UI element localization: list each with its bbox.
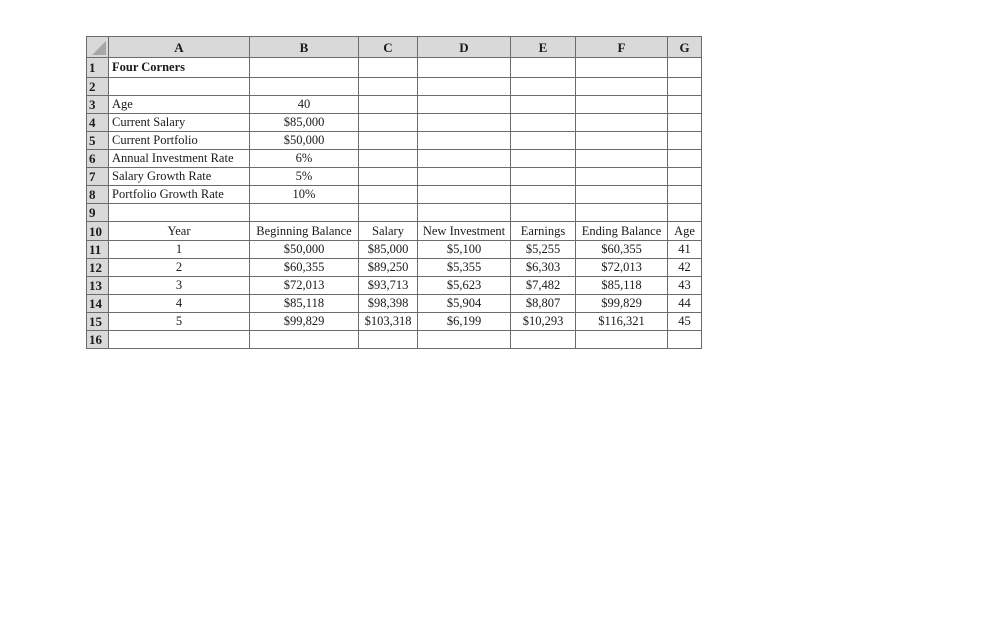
- cell-e4[interactable]: [511, 114, 576, 132]
- cell-a2[interactable]: [109, 78, 250, 96]
- cell-c7[interactable]: [359, 168, 418, 186]
- cell-g2[interactable]: [668, 78, 702, 96]
- cell-a16[interactable]: [109, 331, 250, 349]
- column-header-e[interactable]: E: [511, 37, 576, 58]
- cell-c16[interactable]: [359, 331, 418, 349]
- cell-b7[interactable]: 5%: [250, 168, 359, 186]
- cell-c2[interactable]: [359, 78, 418, 96]
- cell-b2[interactable]: [250, 78, 359, 96]
- sheet-row-7: [87, 168, 702, 186]
- cell-b13[interactable]: $72,013: [250, 277, 359, 295]
- cell-b11[interactable]: $50,000: [250, 241, 359, 259]
- cell-a15[interactable]: 5: [109, 313, 250, 331]
- cell-d15[interactable]: $6,199: [418, 313, 511, 331]
- cell-f3[interactable]: [576, 96, 668, 114]
- cell-b12[interactable]: $60,355: [250, 259, 359, 277]
- cell-c3[interactable]: [359, 96, 418, 114]
- cell-g6[interactable]: [668, 150, 702, 168]
- cell-f16[interactable]: [576, 331, 668, 349]
- cell-c14[interactable]: $98,398: [359, 295, 418, 313]
- cell-e12[interactable]: $6,303: [511, 259, 576, 277]
- cell-g1[interactable]: [668, 58, 702, 78]
- row-header-9[interactable]: 9: [87, 204, 109, 222]
- cell-d5[interactable]: [418, 132, 511, 150]
- row-header-1[interactable]: 1: [87, 58, 109, 78]
- sheet-row-16: [87, 331, 702, 349]
- row-header-11[interactable]: 11: [87, 241, 109, 259]
- row-header-3[interactable]: 3: [87, 96, 109, 114]
- sheet-row-1: [87, 58, 702, 78]
- cell-f14[interactable]: $99,829: [576, 295, 668, 313]
- cell-c4[interactable]: [359, 114, 418, 132]
- cell-g15[interactable]: 45: [668, 313, 702, 331]
- cell-d12[interactable]: $5,355: [418, 259, 511, 277]
- cell-b6[interactable]: 6%: [250, 150, 359, 168]
- spreadsheet-grid: [86, 36, 702, 349]
- cell-c8[interactable]: [359, 186, 418, 204]
- cell-b3[interactable]: 40: [250, 96, 359, 114]
- cell-g14[interactable]: 44: [668, 295, 702, 313]
- cell-a7[interactable]: Salary Growth Rate: [109, 168, 250, 186]
- cell-e7[interactable]: [511, 168, 576, 186]
- column-header-g[interactable]: G: [668, 37, 702, 58]
- cell-b9[interactable]: [250, 204, 359, 222]
- cell-e3[interactable]: [511, 96, 576, 114]
- cell-d1[interactable]: [418, 58, 511, 78]
- row-header-2[interactable]: 2: [87, 78, 109, 96]
- cell-e9[interactable]: [511, 204, 576, 222]
- cell-d2[interactable]: [418, 78, 511, 96]
- cell-g11[interactable]: 41: [668, 241, 702, 259]
- cell-d3[interactable]: [418, 96, 511, 114]
- cell-f4[interactable]: [576, 114, 668, 132]
- column-header-d[interactable]: D: [418, 37, 511, 58]
- cell-d4[interactable]: [418, 114, 511, 132]
- cell-f1[interactable]: [576, 58, 668, 78]
- cell-e15[interactable]: $10,293: [511, 313, 576, 331]
- cell-a1[interactable]: Four Corners: [109, 58, 250, 78]
- cell-a14[interactable]: 4: [109, 295, 250, 313]
- sheet-row-9: [87, 204, 702, 222]
- row-header-16[interactable]: 16: [87, 331, 109, 349]
- cell-d14[interactable]: $5,904: [418, 295, 511, 313]
- cell-d8[interactable]: [418, 186, 511, 204]
- cell-c9[interactable]: [359, 204, 418, 222]
- cell-f9[interactable]: [576, 204, 668, 222]
- cell-e8[interactable]: [511, 186, 576, 204]
- cell-f15[interactable]: $116,321: [576, 313, 668, 331]
- cell-a6[interactable]: Annual Investment Rate: [109, 150, 250, 168]
- cell-f11[interactable]: $60,355: [576, 241, 668, 259]
- cell-c6[interactable]: [359, 150, 418, 168]
- cell-e10[interactable]: Earnings: [511, 222, 576, 241]
- cell-f13[interactable]: $85,118: [576, 277, 668, 295]
- cell-a4[interactable]: Current Salary: [109, 114, 250, 132]
- row-header-13[interactable]: 13: [87, 277, 109, 295]
- cell-g3[interactable]: [668, 96, 702, 114]
- cell-g8[interactable]: [668, 186, 702, 204]
- sheet-row-3: [87, 96, 702, 114]
- sheet-row-8: [87, 186, 702, 204]
- cell-c10[interactable]: Salary: [359, 222, 418, 241]
- row-header-7[interactable]: 7: [87, 168, 109, 186]
- row-header-6[interactable]: 6: [87, 150, 109, 168]
- cell-c5[interactable]: [359, 132, 418, 150]
- cell-c15[interactable]: $103,318: [359, 313, 418, 331]
- row-header-12[interactable]: 12: [87, 259, 109, 277]
- cell-e5[interactable]: [511, 132, 576, 150]
- cell-e1[interactable]: [511, 58, 576, 78]
- row-header-10[interactable]: 10: [87, 222, 109, 241]
- cell-b1[interactable]: [250, 58, 359, 78]
- cell-c13[interactable]: $93,713: [359, 277, 418, 295]
- cell-a9[interactable]: [109, 204, 250, 222]
- sheet-row-6: [87, 150, 702, 168]
- sheet-row-5: [87, 132, 702, 150]
- row-header-8[interactable]: 8: [87, 186, 109, 204]
- cell-b10[interactable]: Beginning Balance: [250, 222, 359, 241]
- cell-f2[interactable]: [576, 78, 668, 96]
- sheet-row-2: [87, 78, 702, 96]
- cell-b16[interactable]: [250, 331, 359, 349]
- cell-a8[interactable]: Portfolio Growth Rate: [109, 186, 250, 204]
- cell-f6[interactable]: [576, 150, 668, 168]
- cell-a3[interactable]: Age: [109, 96, 250, 114]
- cell-d11[interactable]: $5,100: [418, 241, 511, 259]
- row-header-4[interactable]: 4: [87, 114, 109, 132]
- cell-f8[interactable]: [576, 186, 668, 204]
- cell-e14[interactable]: $8,807: [511, 295, 576, 313]
- cell-d13[interactable]: $5,623: [418, 277, 511, 295]
- cell-c1[interactable]: [359, 58, 418, 78]
- cell-f7[interactable]: [576, 168, 668, 186]
- cell-d6[interactable]: [418, 150, 511, 168]
- cell-a5[interactable]: Current Portfolio: [109, 132, 250, 150]
- cell-g13[interactable]: 43: [668, 277, 702, 295]
- cell-a13[interactable]: 3: [109, 277, 250, 295]
- cell-a11[interactable]: 1: [109, 241, 250, 259]
- sheet-row-10: [87, 222, 702, 241]
- row-header-14[interactable]: 14: [87, 295, 109, 313]
- cell-e16[interactable]: [511, 331, 576, 349]
- cell-g10[interactable]: Age: [668, 222, 702, 241]
- row-header-5[interactable]: 5: [87, 132, 109, 150]
- sheet-row-14: [87, 295, 702, 313]
- sheet-row-13: [87, 277, 702, 295]
- sheet-row-4: [87, 114, 702, 132]
- cell-c11[interactable]: $85,000: [359, 241, 418, 259]
- cell-d10[interactable]: New Investment: [418, 222, 511, 241]
- cell-e13[interactable]: $7,482: [511, 277, 576, 295]
- cell-b5[interactable]: $50,000: [250, 132, 359, 150]
- column-header-c[interactable]: C: [359, 37, 418, 58]
- cell-g16[interactable]: [668, 331, 702, 349]
- sheet-row-15: [87, 313, 702, 331]
- sheet-row-11: [87, 241, 702, 259]
- cell-g5[interactable]: [668, 132, 702, 150]
- select-all-corner[interactable]: [87, 37, 109, 58]
- column-header-f[interactable]: F: [576, 37, 668, 58]
- sheet-row-12: [87, 259, 702, 277]
- cell-b8[interactable]: 10%: [250, 186, 359, 204]
- cell-g9[interactable]: [668, 204, 702, 222]
- cell-b4[interactable]: $85,000: [250, 114, 359, 132]
- select-all-triangle-icon: [92, 41, 106, 55]
- cell-a12[interactable]: 2: [109, 259, 250, 277]
- cell-f12[interactable]: $72,013: [576, 259, 668, 277]
- cell-c12[interactable]: $89,250: [359, 259, 418, 277]
- cell-g12[interactable]: 42: [668, 259, 702, 277]
- cell-e2[interactable]: [511, 78, 576, 96]
- cell-e6[interactable]: [511, 150, 576, 168]
- row-header-15[interactable]: 15: [87, 313, 109, 331]
- column-header-row: [87, 37, 702, 58]
- cell-b15[interactable]: $99,829: [250, 313, 359, 331]
- cell-d7[interactable]: [418, 168, 511, 186]
- cell-f5[interactable]: [576, 132, 668, 150]
- column-header-b[interactable]: B: [250, 37, 359, 58]
- cell-e11[interactable]: $5,255: [511, 241, 576, 259]
- cell-g4[interactable]: [668, 114, 702, 132]
- column-header-a[interactable]: A: [109, 37, 250, 58]
- cell-d16[interactable]: [418, 331, 511, 349]
- cell-f10[interactable]: Ending Balance: [576, 222, 668, 241]
- cell-g7[interactable]: [668, 168, 702, 186]
- cell-d9[interactable]: [418, 204, 511, 222]
- cell-a10[interactable]: Year: [109, 222, 250, 241]
- cell-b14[interactable]: $85,118: [250, 295, 359, 313]
